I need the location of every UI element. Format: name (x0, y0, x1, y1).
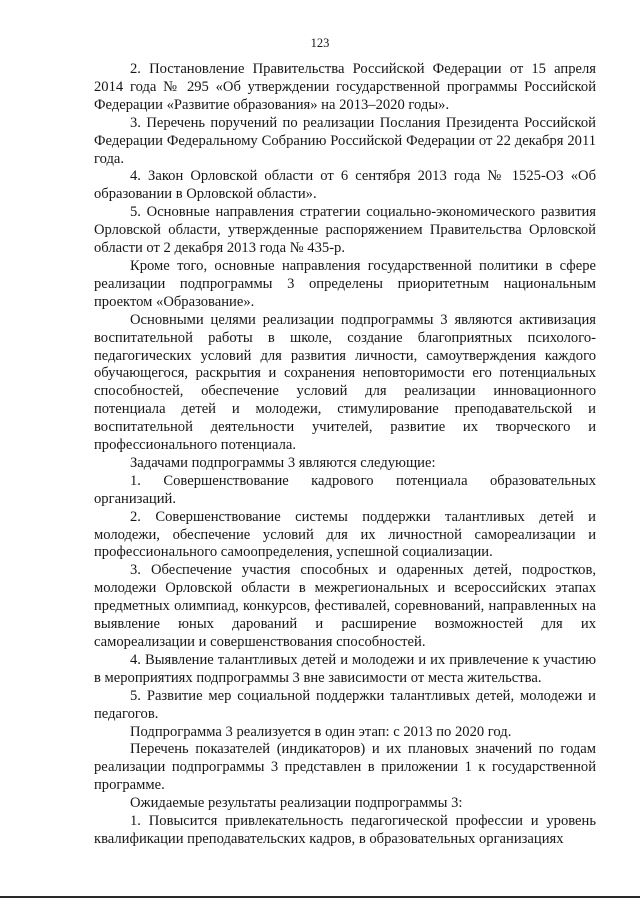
paragraph-legal-act-4: 4. Закон Орловской области от 6 сентября 2013 года № 1525-ОЗ «Об образовании в Орловской области». (94, 168, 596, 203)
paragraph-result-1: 1. Повысится привлекательность педагогической профессии и уровень квалификации преподавательских кадров, в образовательных организациях (94, 813, 596, 847)
paragraph-task-3: 3. Обеспечение участия способных и одаренных детей, подростков, молодежи Орловской области в межрегиональных и всероссийских этапах предметных олимпиад, конкурсов, фестивалей, соревнований, направленных на выявление юных дарований и расширение возможностей для их самореализации и совершенствования способностей. (94, 562, 596, 650)
scan-edge-divider (0, 896, 640, 898)
paragraph-legal-act-3: 3. Перечень поручений по реализации Послания Президента Российской Федерации Федеральному Собранию Российской Федерации от 22 декабря 2011 года. (94, 114, 596, 167)
paragraph-tasks-intro: Задачами подпрограммы 3 являются следующие: (130, 454, 436, 471)
paragraph-task-2: 2. Совершенствование системы поддержки талантливых детей и молодежи, обеспечение условий для их личностной самореализации и профессионального самоопределения, успешной социализации. (94, 508, 596, 561)
paragraph-task-4: 4. Выявление талантливых детей и молодежи и их привлечение к участию в мероприятиях подпрограммы 3 вне зависимости от места жительства. (94, 651, 596, 686)
paragraph-stage: Подпрограмма 3 реализуется в один этап: с 2013 по 2020 год. (130, 723, 512, 740)
paragraph-legal-act-5: 5. Основные направления стратегии социально-экономического развития Орловской области, утвержденные распоряжением Правительства Орловской области от 2 декабря 2013 года № 435-р. (94, 204, 596, 257)
paragraph-indicators: Перечень показателей (индикаторов) и их плановых значений по годам реализации подпрограммы 3 представлен в приложении 1 к государственной программе. (94, 741, 596, 794)
paragraph-task-1: 1. Совершенствование кадрового потенциала образовательных организаций. (94, 472, 596, 507)
page-body (94, 61, 596, 849)
paragraph-national-project: Кроме того, основные направления государственной политики в сфере реализации подпрограммы 3 определены приоритетным национальным проектом «Образование». (94, 257, 596, 310)
paragraph-task-5: 5. Развитие мер социальной поддержки талантливых детей, молодежи и педагогов. (94, 687, 596, 722)
paragraph-legal-act-2: 2. Постановление Правительства Российской Федерации от 15 апреля 2014 года № 295 «Об утверждении государственной программы Российской Федерации «Развитие образования» на 2013–2020 годы». (94, 61, 596, 113)
paragraph-expected-results: Ожидаемые результаты реализации подпрограммы 3: (130, 795, 463, 812)
paragraph-main-goals: Основными целями реализации подпрограммы 3 являются активизация воспитательной работы в школе, создание благоприятных психолого-педагогических условий для развития личности, самоутверждения каждого обучающегося, раскрытия и сохранения неповторимости его потенциальных способностей, обеспечение условий для реализации инновационного потенциала детей и молодежи, стимулирование преподавательской и воспитательной деятельности учителей, развитие их творческого и профессионального потенциала. (94, 311, 596, 454)
page-number: 123 (310, 36, 330, 50)
